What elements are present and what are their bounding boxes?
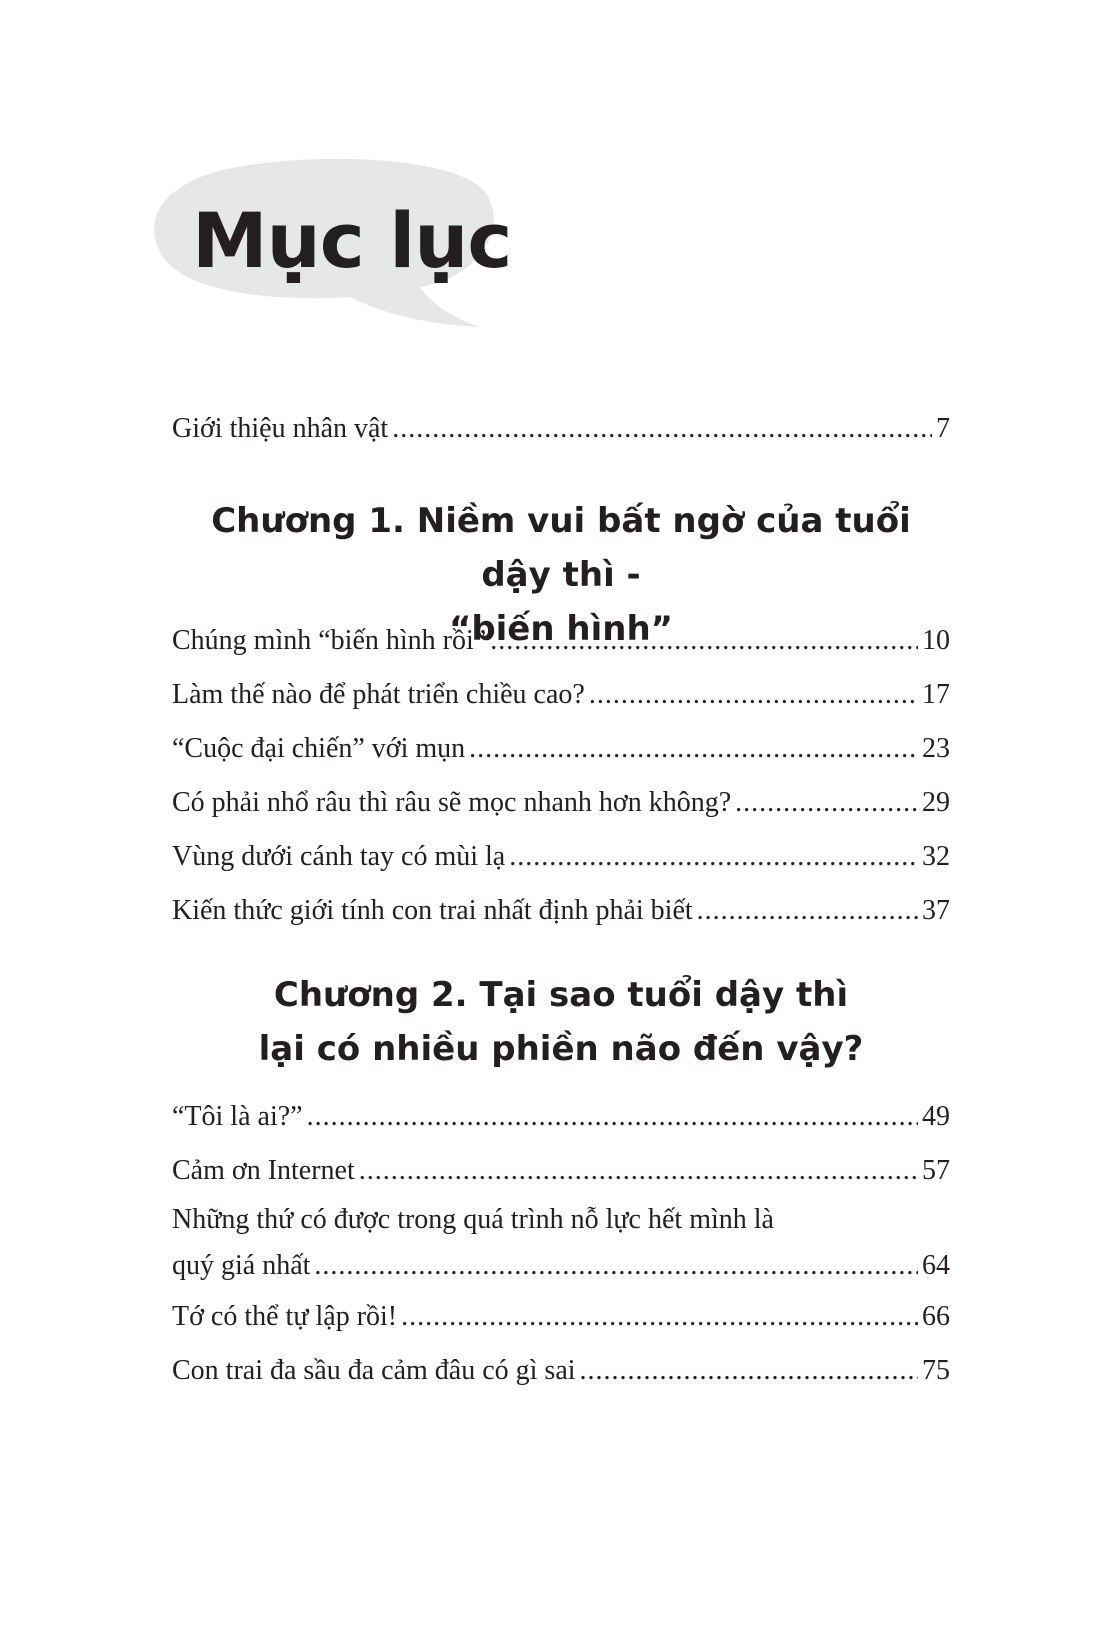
toc-leader-dots [392,402,932,456]
toc-entry-label: Chúng mình “biến hình rồi” [172,625,487,656]
toc-leader-dots [697,884,918,938]
toc-entry-label: Giới thiệu nhân vật [172,413,389,444]
toc-entry[interactable] [172,884,950,938]
toc-entry[interactable] [172,1198,950,1290]
toc-entry[interactable] [172,722,950,776]
toc-leader-dots [589,668,918,722]
toc-entry-label: “Tôi là ai?” [172,1101,303,1132]
toc-entry[interactable] [172,614,950,668]
toc-entry-page: 10 [922,625,950,656]
toc-entry[interactable] [172,830,950,884]
toc-chapter-1 [172,614,950,938]
chapter-1-heading-line1: Chương 1. Niềm vui bất ngờ của tuổi dậy thì - [211,501,911,595]
toc-leader-dots [509,830,918,884]
toc-entry-page: 17 [922,679,950,710]
chapter-2-heading [172,968,950,1076]
toc-entry-label: Làm thế nào để phát triển chiều cao? [172,679,585,710]
toc-leader-dots [490,614,918,668]
toc-entry-line2 [172,1242,950,1290]
toc-entry-page: 37 [922,895,950,926]
toc-leader-dots [401,1290,918,1344]
toc-leader-dots [314,1242,918,1290]
toc-entry-label: Kiến thức giới tính con trai nhất định phải biết [172,895,693,926]
toc-entry-page: 32 [922,841,950,872]
toc-entry[interactable] [172,402,950,456]
toc-leader-dots [580,1344,918,1398]
toc-entry[interactable] [172,1090,950,1144]
toc-entry-page: 23 [922,733,950,764]
page-title: Mục lục [192,196,512,285]
toc-entry-label: Con trai đa sầu đa cảm đâu có gì sai [172,1355,576,1386]
chapter-2-heading-line1: Chương 2. Tại sao tuổi dậy thì [273,975,849,1015]
toc-leader-dots [359,1144,918,1198]
toc-entry-label: Có phải nhổ râu thì râu sẽ mọc nhanh hơn không? [172,787,732,818]
toc-entry-page: 7 [936,413,950,444]
toc-entry-label: Tớ có thể tự lập rồi! [172,1301,398,1332]
toc-entry-label: “Cuộc đại chiến” với mụn [172,733,466,764]
toc-entry-label: quý giá nhất [172,1250,311,1281]
toc-entry[interactable] [172,668,950,722]
toc-intro [172,402,950,456]
toc-entry-label: Vùng dưới cánh tay có mùi lạ [172,841,506,872]
toc-entry[interactable] [172,776,950,830]
toc-chapter-2 [172,1090,950,1398]
toc-entry-page: 49 [922,1101,950,1132]
toc-entry[interactable] [172,1290,950,1344]
toc-entry-page: 64 [922,1250,950,1281]
toc-entry-page: 66 [922,1301,950,1332]
toc-entry-page: 29 [922,787,950,818]
toc-entry[interactable] [172,1344,950,1398]
toc-leader-dots [307,1090,918,1144]
toc-entry-label-line1: Những thứ có được trong quá trình nỗ lực hết mình là [172,1204,774,1235]
toc-entry-label: Cảm ơn Internet [172,1155,355,1186]
toc-leader-dots [735,776,918,830]
chapter-2-heading-line2: lại có nhiều phiền não đến vậy? [258,1029,864,1069]
toc-entry-page: 75 [922,1355,950,1386]
toc-leader-dots [469,722,918,776]
toc-entry-page: 57 [922,1155,950,1186]
toc-entry[interactable] [172,1144,950,1198]
chapter-1-heading-line2: “biến hình” [448,609,674,649]
